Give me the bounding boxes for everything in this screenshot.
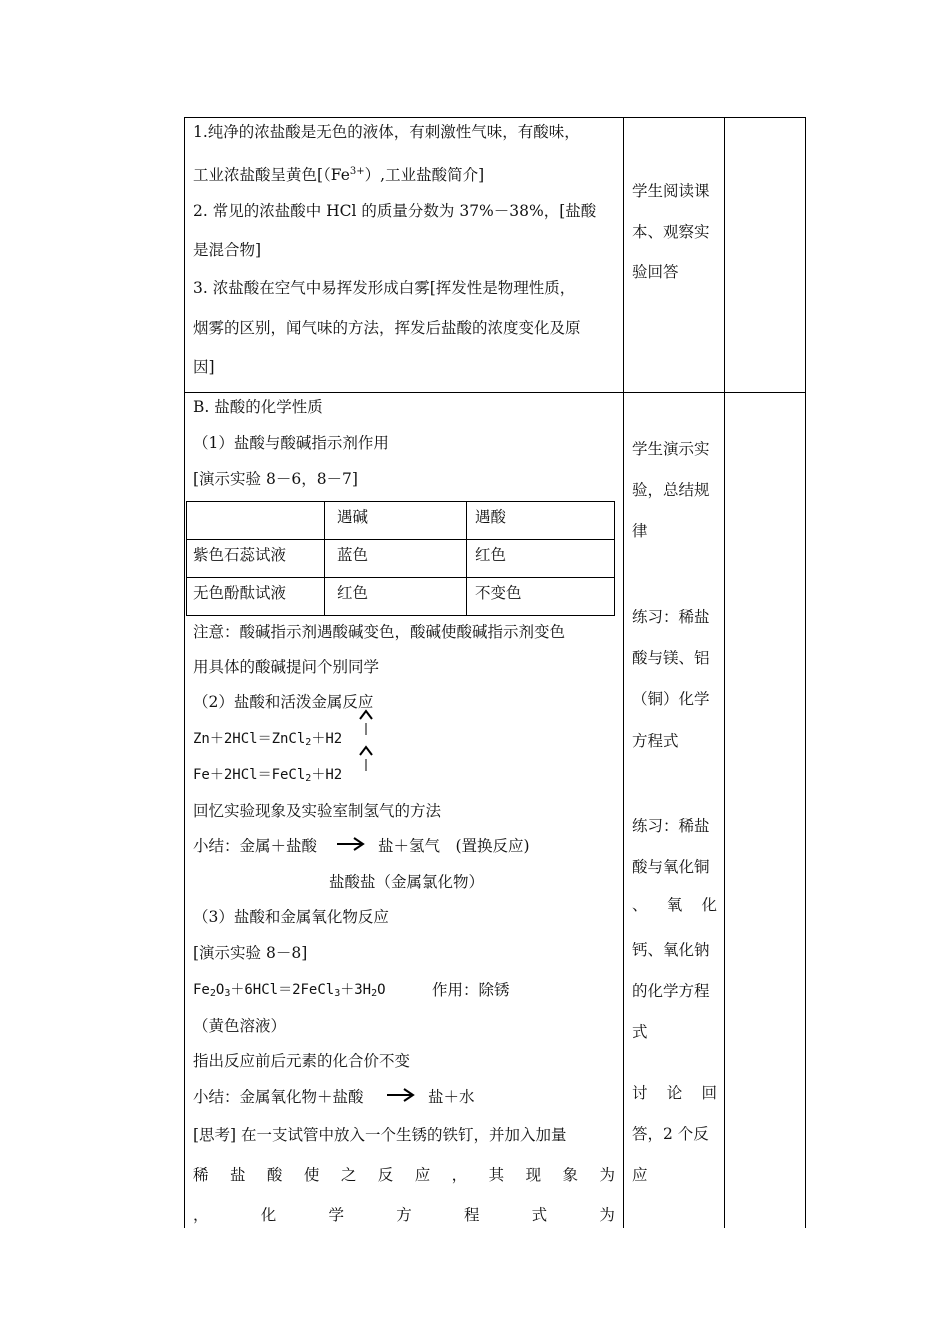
s2-p1: （1）盐酸与酸碱指示剂作用 [193, 434, 389, 452]
table-cell: 紫色石蕊试液 [193, 546, 287, 564]
table-divider-1 [623, 117, 624, 1228]
summary2-lhs: 小结：金属氧化物＋盐酸 [193, 1088, 364, 1106]
s2-demo2: [演示实验 8－8] [193, 944, 308, 962]
table-cell: 不变色 [475, 584, 522, 602]
table-cell: 无色酚酞试液 [193, 584, 287, 602]
table-cell: 蓝色 [337, 546, 369, 564]
table-header-acid: 遇酸 [475, 508, 507, 526]
summary1-lhs: 小结：金属＋盐酸 [193, 837, 318, 855]
table-row-divider [184, 392, 806, 393]
s2-title: B. 盐酸的化学性质 [193, 398, 323, 416]
s2-valence: 指出反应前后元素的化合价不变 [193, 1052, 411, 1070]
s1-line-3: 2. 常见的浓盐酸中 HCl 的质量分数为 37%－38%，[盐酸 [193, 202, 597, 220]
s2-yellow: （黄色溶液） [193, 1017, 287, 1035]
s1-line-4: 是混合物] [193, 241, 262, 259]
indicator-table-line [324, 501, 325, 616]
s1-side-3: 验回答 [632, 263, 679, 281]
s2-side-a1: 学生演示实 [632, 440, 710, 458]
table-border-left [184, 117, 185, 1228]
summary1-note: 盐酸盐（金属氯化物） [329, 873, 485, 891]
s2-side-b2: 酸与镁、铝 [632, 649, 710, 667]
summary2-rhs: 盐＋水 [428, 1088, 475, 1106]
indicator-table-line [186, 501, 187, 616]
s1-side-1: 学生阅读课 [632, 182, 710, 200]
s2-side-d2: 应 [632, 1166, 648, 1184]
s2-side-c-row: 、 氧 化 [632, 896, 717, 914]
table-border-right [805, 117, 806, 1228]
s2-side-c1: 练习：稀盐 [632, 817, 710, 835]
s1-line-6: 烟雾的区别，闻气味的方法，挥发后盐酸的浓度变化及原 [193, 319, 581, 337]
s2-side-b4: 方程式 [632, 732, 679, 750]
s2-side-d-row: 讨 论 回 [632, 1084, 717, 1102]
s2-side-c3: 钙、氧化钠 [632, 941, 710, 959]
s1-line-2: 工业浓盐酸呈黄色[$(Fe^{3+})$,工业盐酸简介] [193, 166, 485, 184]
indicator-table-line [186, 539, 615, 540]
indicator-table-line [186, 615, 615, 616]
s1-line-7: 因] [193, 358, 215, 376]
s2-side-c2: 酸与氧化铜 [632, 858, 710, 876]
s2-side-a2: 验，总结规 [632, 481, 710, 499]
right-arrow-icon [336, 836, 366, 852]
rust-removal-label: 作用：除锈 [432, 981, 510, 999]
table-cell: 红色 [475, 546, 507, 564]
think-line-2: 稀 盐 酸 使 之 反 应 ， 其 现 象 为 [193, 1166, 615, 1184]
s2-side-b1: 练习：稀盐 [632, 608, 710, 626]
think-line-3: ， 化 学 方 程 式 为 [193, 1206, 615, 1224]
s2-side-a3: 律 [632, 522, 648, 540]
indicator-table-line [614, 501, 615, 616]
s2-side-c4: 的化学方程 [632, 982, 710, 1000]
indicator-table-line [466, 501, 467, 616]
equation-fe: Fe＋2HCl＝FeCl$_2$＋H2 [193, 767, 343, 784]
right-arrow-icon [386, 1087, 416, 1103]
equation-fe2o3: $Fe_2O_3+6HCl=2FeCl_3+3H_2O$ [193, 982, 386, 999]
table-cell: 红色 [337, 584, 369, 602]
gas-up-arrow-icon [358, 745, 374, 773]
gas-up-arrow-icon [358, 709, 374, 737]
summary1-rhs: 盐＋氢气 (置换反应) [378, 837, 530, 855]
s2-side-c5: 式 [632, 1023, 648, 1041]
s2-p2: （2）盐酸和活泼金属反应 [193, 693, 374, 711]
table-divider-2 [724, 117, 725, 1228]
s1-side-2: 本、观察实 [632, 223, 710, 241]
s2-demo1: [演示实验 8－6，8－7] [193, 470, 358, 488]
s2-side-b3: （铜）化学 [632, 690, 710, 708]
indicator-table-line [186, 501, 615, 502]
s2-note1: 注意：酸碱指示剂遇酸碱变色，酸碱使酸碱指示剂变色 [193, 623, 566, 641]
s1-line-5: 3. 浓盐酸在空气中易挥发形成白雾[挥发性是物理性质， [193, 279, 576, 297]
s2-side-d1: 答，2 个反 [632, 1125, 709, 1143]
s2-p3: （3）盐酸和金属氧化物反应 [193, 908, 389, 926]
table-border-top [184, 117, 806, 118]
s1-line-1: 1.纯净的浓盐酸是无色的液体，有刺激性气味，有酸味， [193, 123, 580, 141]
think-line-1: [思考] 在一支试管中放入一个生锈的铁钉，并加入加量 [193, 1126, 567, 1144]
s2-note2: 用具体的酸碱提问个别同学 [193, 658, 380, 676]
equation-zn: Zn＋2HCl＝ZnCl$_2$＋H2 [193, 731, 343, 748]
s2-recall: 回忆实验现象及实验室制氢气的方法 [193, 802, 442, 820]
indicator-table-line [186, 577, 615, 578]
table-header-base: 遇碱 [337, 508, 369, 526]
